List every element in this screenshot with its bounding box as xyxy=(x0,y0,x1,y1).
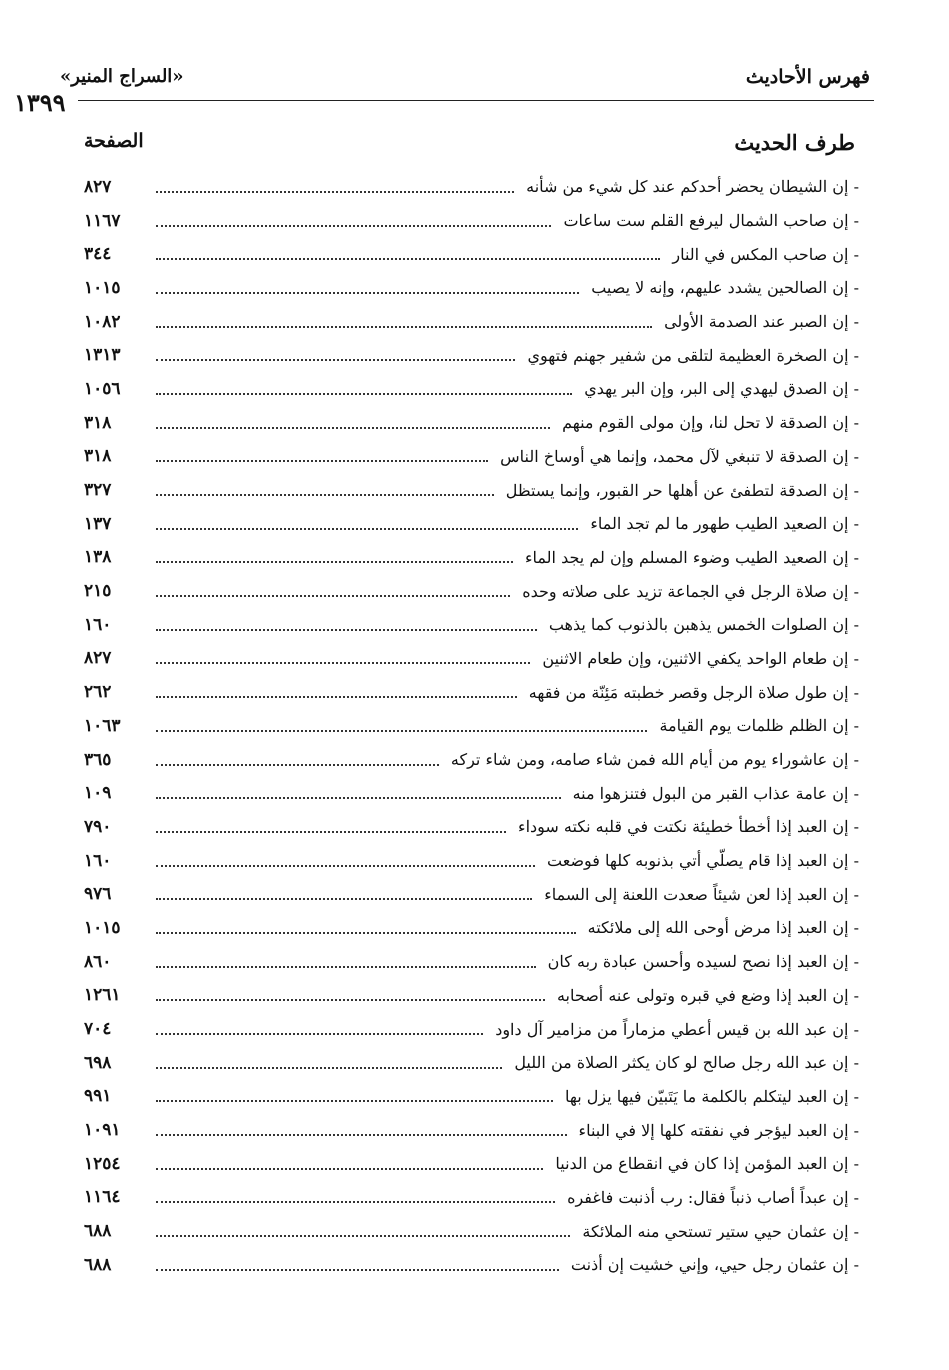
hadith-text: - إن عثمان رجل حيي، وإني خشيت إن أذنت xyxy=(570,1255,859,1275)
hadith-text: - إن الظلم ظلمات يوم القيامة xyxy=(659,716,859,736)
page-reference: ٨٦٠ xyxy=(84,951,112,972)
index-entry xyxy=(84,1147,859,1181)
dot-leader xyxy=(156,512,578,530)
hadith-text: - إن صاحب الشمال ليرفع القلم ست ساعات xyxy=(563,211,859,231)
page-reference: ٨٢٧ xyxy=(84,648,112,669)
index-entry xyxy=(84,406,859,440)
dot-leader xyxy=(156,444,488,462)
dot-leader xyxy=(156,175,514,193)
page-reference: ١٦٠ xyxy=(84,614,112,635)
page-reference: ١٠٩ xyxy=(84,783,112,804)
page-reference: ١٠٨٢ xyxy=(84,311,121,332)
page-reference: ١١٦٧ xyxy=(84,210,121,231)
hadith-text: - إن العبد ليتكلم بالكلمة ما يَتَبيّن فيها يزل بها xyxy=(564,1086,859,1106)
hadith-text: - إن الصدقة لا تنبغي لآل محمد، وإنما هي أوساخ الناس xyxy=(500,446,859,466)
index-entry-list xyxy=(84,170,859,1282)
index-entry xyxy=(84,1113,859,1147)
page-reference: ٣٢٧ xyxy=(84,480,112,501)
page-reference: ١٢٦١ xyxy=(84,985,121,1006)
page-reference: ٦٩٨ xyxy=(84,1052,112,1073)
column-header-page: الصفحة xyxy=(84,130,144,152)
dot-leader xyxy=(156,1152,543,1170)
hadith-text: - إن طعام الواحد يكفي الاثنين، وإن طعام الاثنين xyxy=(542,648,859,668)
hadith-text: - إن العبد إذا مرض أوحى الله إلى ملائكته xyxy=(587,918,859,938)
page-reference: ٦٨٨ xyxy=(84,1221,112,1242)
index-entry xyxy=(84,911,859,945)
dot-leader xyxy=(156,545,513,563)
page-reference: ٩٧٦ xyxy=(84,884,112,905)
dot-leader xyxy=(156,579,510,597)
dot-leader xyxy=(156,478,494,496)
page-reference: ١٠٦٣ xyxy=(84,715,121,736)
hadith-text: - إن الصدقة لتطفئ عن أهلها حر القبور، وإنما يستظل xyxy=(505,480,859,500)
hadith-text: - إن الصخرة العظيمة لتلقى من شفير جهنم فتهوي xyxy=(527,345,859,365)
index-entry xyxy=(84,237,859,271)
dot-leader xyxy=(156,343,515,361)
dot-leader xyxy=(156,714,647,732)
dot-leader xyxy=(156,849,535,867)
index-entry xyxy=(84,507,859,541)
hadith-text: - إن عثمان حيي ستير تستحي منه الملائكة xyxy=(582,1221,859,1241)
index-entry xyxy=(84,709,859,743)
dot-leader xyxy=(156,748,439,766)
page-reference: ٧٠٤ xyxy=(84,1019,112,1040)
index-entry xyxy=(84,608,859,642)
index-entry xyxy=(84,574,859,608)
dot-leader xyxy=(156,1253,559,1271)
index-entry xyxy=(84,877,859,911)
page-reference: ١٣٨ xyxy=(84,547,112,568)
dot-leader xyxy=(156,1084,553,1102)
page-reference: ٢٦٢ xyxy=(84,682,112,703)
hadith-text: - إن الصلوات الخمس يذهبن بالذنوب كما يذهب xyxy=(548,615,859,635)
header-rule xyxy=(78,100,874,101)
index-entry xyxy=(84,440,859,474)
column-header-hadith: طرف الحديث xyxy=(734,130,855,155)
hadith-text: - إن الصعيد الطيب وضوء المسلم وإن لم يجد الماء xyxy=(525,547,859,567)
dot-leader xyxy=(156,1219,570,1237)
index-entry xyxy=(84,271,859,305)
hadith-text: - إن العبد إذا قام يصلّي أتي بذنوبه كلها فوضعت xyxy=(547,851,859,871)
index-entry xyxy=(84,1214,859,1248)
hadith-text: - إن الصبر عند الصدمة الأولى xyxy=(664,312,859,332)
dot-leader xyxy=(156,882,532,900)
page-number: ١٣٩٩ xyxy=(14,88,66,117)
page-reference: ١٠١٥ xyxy=(84,917,121,938)
page-reference: ١٣٧ xyxy=(84,513,112,534)
index-entry xyxy=(84,844,859,878)
page-reference: ٣٤٤ xyxy=(84,244,112,265)
dot-leader xyxy=(156,680,517,698)
page-reference: ١٠١٥ xyxy=(84,277,121,298)
dot-leader xyxy=(156,916,576,934)
index-entry xyxy=(84,541,859,575)
dot-leader xyxy=(156,815,506,833)
hadith-text: - إن الصعيد الطيب طهور ما لم تجد الماء xyxy=(590,514,859,534)
index-entry xyxy=(84,204,859,238)
hadith-text: - إن عبداً أصاب ذنباً فقال: رب أذنبت فاغفره xyxy=(567,1187,859,1207)
page-reference: ٣١٨ xyxy=(84,446,112,467)
page-reference: ١٦٠ xyxy=(84,850,112,871)
page-reference: ٩٩١ xyxy=(84,1086,112,1107)
index-entry xyxy=(84,1181,859,1215)
index-entry xyxy=(84,979,859,1013)
dot-leader xyxy=(156,310,652,328)
index-entry xyxy=(84,642,859,676)
hadith-text: - إن عبد الله بن قيس أعطي مزماراً من مزامير آل داود xyxy=(495,1019,859,1039)
dot-leader xyxy=(156,1118,567,1136)
hadith-text: - إن عبد الله رجل صالح لو كان يكثر الصلاة من الليل xyxy=(514,1053,859,1073)
page-reference: ١١٦٤ xyxy=(84,1187,121,1208)
dot-leader xyxy=(156,209,551,227)
page-reference: ١٣١٣ xyxy=(84,345,121,366)
running-head xyxy=(60,66,870,94)
index-entry xyxy=(84,810,859,844)
hadith-text: - إن العبد إذا نصح لسيده وأحسن عبادة ربه كان xyxy=(547,952,859,972)
index-entry xyxy=(84,170,859,204)
hadith-text: - إن الصدقة لا تحل لنا، وإن مولى القوم منهم xyxy=(562,413,859,433)
page-reference: ٨٢٧ xyxy=(84,176,112,197)
dot-leader xyxy=(156,950,536,968)
index-entry xyxy=(84,1046,859,1080)
hadith-text: - إن صلاة الرجل في الجماعة تزيد على صلاته وحده xyxy=(522,581,859,601)
hadith-text: - إن صاحب المكس في النار xyxy=(672,244,859,264)
index-entry xyxy=(84,743,859,777)
hadith-text: - إن العبد إذا وضع في قبره وتولى عنه أصحابه xyxy=(556,985,859,1005)
index-entry xyxy=(84,1248,859,1282)
dot-leader xyxy=(156,1185,555,1203)
hadith-text: - إن الصالحين يشدد عليهم، وإنه لا يصيب xyxy=(591,278,859,298)
dot-leader xyxy=(156,781,561,799)
index-entry xyxy=(84,305,859,339)
page-reference: ٧٩٠ xyxy=(84,816,112,837)
dot-leader xyxy=(156,411,550,429)
index-entry xyxy=(84,675,859,709)
hadith-text: - إن العبد المؤمن إذا كان في انقطاع من الدنيا xyxy=(555,1154,859,1174)
hadith-text: - إن عاشوراء يوم من أيام الله فمن شاء صامه، ومن شاء تركه xyxy=(450,750,859,770)
page-reference: ١٠٩١ xyxy=(84,1120,121,1141)
page-reference: ٣١٨ xyxy=(84,412,112,433)
dot-leader xyxy=(156,613,537,631)
hadith-text: - إن طول صلاة الرجل وقصر خطبته مَئِنّة من فقهه xyxy=(528,682,859,702)
index-title: فهرس الأحاديث xyxy=(745,66,870,88)
index-entry xyxy=(84,1012,859,1046)
page-reference: ٢١٥ xyxy=(84,581,112,602)
hadith-text: - إن الشيطان يحضر أحدكم عند كل شيء من شأنه xyxy=(526,177,859,197)
dot-leader xyxy=(156,276,579,294)
page-reference: ١٢٥٤ xyxy=(84,1153,121,1174)
dot-leader xyxy=(156,377,572,395)
dot-leader xyxy=(156,646,530,664)
index-entry xyxy=(84,945,859,979)
dot-leader xyxy=(156,1017,483,1035)
index-entry xyxy=(84,1080,859,1114)
index-entry xyxy=(84,776,859,810)
hadith-text: - إن عامة عذاب القبر من البول فتنزهوا منه xyxy=(572,783,859,803)
book-title: «السراج المنير» xyxy=(60,66,184,87)
dot-leader xyxy=(156,242,660,260)
dot-leader xyxy=(156,983,545,1001)
hadith-text: - إن الصدق ليهدي إلى البر، وإن البر يهدي xyxy=(584,379,859,399)
hadith-text: - إن العبد ليؤجر في نفقته كلها إلا في البناء xyxy=(578,1120,859,1140)
index-entry xyxy=(84,473,859,507)
hadith-text: - إن العبد إذا أخطأ خطيئة نكتت في قلبه نكته سوداء xyxy=(518,817,859,837)
index-entry xyxy=(84,338,859,372)
page-reference: ٣٦٥ xyxy=(84,749,112,770)
page-reference: ٦٨٨ xyxy=(84,1254,112,1275)
hadith-text: - إن العبد إذا لعن شيئاً صعدت اللعنة إلى السماء xyxy=(544,884,859,904)
dot-leader xyxy=(156,1051,502,1069)
page-reference: ١٠٥٦ xyxy=(84,378,121,399)
index-entry xyxy=(84,372,859,406)
